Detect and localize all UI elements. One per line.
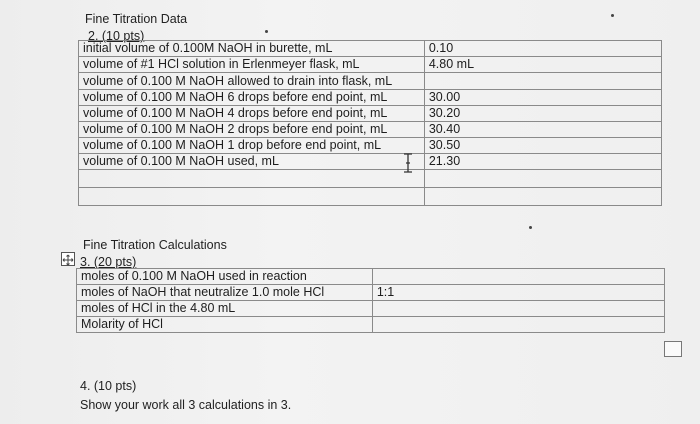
row-value-cell[interactable]: 30.20: [424, 106, 661, 122]
row-label-cell[interactable]: Molarity of HCl: [77, 317, 373, 333]
row-value-cell[interactable]: [424, 170, 661, 188]
row-label-cell[interactable]: initial volume of 0.100M NaOH in burette, mL: [79, 41, 425, 57]
stray-mark-dot: [265, 30, 268, 33]
data-table-row: [79, 122, 662, 138]
text-cursor-icon: [401, 152, 415, 174]
row-label-cell[interactable]: volume of 0.100 M NaOH used, mL: [79, 154, 425, 170]
section2-title: Fine Titration Calculations: [83, 238, 227, 252]
data-table-row: [79, 41, 662, 57]
stray-mark-dot: [529, 226, 532, 229]
calc-table-row: [77, 301, 665, 317]
row-value-cell[interactable]: 30.50: [424, 138, 661, 154]
row-value-cell[interactable]: [372, 317, 664, 333]
section3-question: 4. (10 pts): [80, 379, 137, 393]
row-value-cell[interactable]: 0.10: [424, 41, 661, 57]
data-table-row: [79, 73, 662, 90]
row-label-cell[interactable]: volume of #1 HCl solution in Erlenmeyer flask, mL: [79, 57, 425, 73]
data-table-row: [79, 170, 662, 188]
calc-table-row: [77, 285, 665, 301]
row-value-cell[interactable]: [372, 301, 664, 317]
section3-instruction: Show your work all 3 calculations in 3.: [80, 398, 292, 412]
row-label-cell[interactable]: [79, 188, 425, 206]
row-label-cell[interactable]: moles of NaOH that neutralize 1.0 mole HCl: [77, 285, 373, 301]
fine-titration-data-table: [78, 40, 662, 206]
stray-mark-dot: [611, 14, 614, 17]
section2-question: 3. (20 pts): [80, 255, 137, 269]
row-label-cell[interactable]: moles of 0.100 M NaOH used in reaction: [77, 269, 373, 285]
data-table-row: [79, 90, 662, 106]
data-table-row: [79, 154, 662, 170]
data-table-row: [79, 106, 662, 122]
data-table-row: [79, 188, 662, 206]
data-table-row: [79, 138, 662, 154]
row-label-cell[interactable]: volume of 0.100 M NaOH 2 drops before end point, mL: [79, 122, 425, 138]
row-value-cell[interactable]: 4.80 mL: [424, 57, 661, 73]
calc-table-row: [77, 269, 665, 285]
row-value-cell[interactable]: 1:1: [372, 285, 664, 301]
row-value-cell[interactable]: [424, 73, 661, 90]
section1-question: 2. (10 pts): [88, 29, 145, 43]
calc-table-row: [77, 317, 665, 333]
data-table-row: [79, 57, 662, 73]
section1-title: Fine Titration Data: [85, 12, 188, 26]
row-label-cell[interactable]: [79, 170, 425, 188]
row-value-cell[interactable]: 30.00: [424, 90, 661, 106]
row-label-cell[interactable]: volume of 0.100 M NaOH 1 drop before end point, mL: [79, 138, 425, 154]
row-value-cell[interactable]: 21.30: [424, 154, 661, 170]
row-value-cell[interactable]: [424, 188, 661, 206]
row-value-cell[interactable]: 30.40: [424, 122, 661, 138]
table-move-handle-icon[interactable]: [61, 252, 75, 266]
checkbox-icon[interactable]: [664, 341, 682, 357]
row-value-cell[interactable]: [372, 269, 664, 285]
row-label-cell[interactable]: moles of HCl in the 4.80 mL: [77, 301, 373, 317]
row-label-cell[interactable]: volume of 0.100 M NaOH 6 drops before end point, mL: [79, 90, 425, 106]
row-label-cell[interactable]: volume of 0.100 M NaOH 4 drops before end point, mL: [79, 106, 425, 122]
row-label-cell[interactable]: volume of 0.100 M NaOH allowed to drain into flask, mL: [79, 73, 425, 90]
fine-titration-calc-table: [76, 268, 665, 333]
